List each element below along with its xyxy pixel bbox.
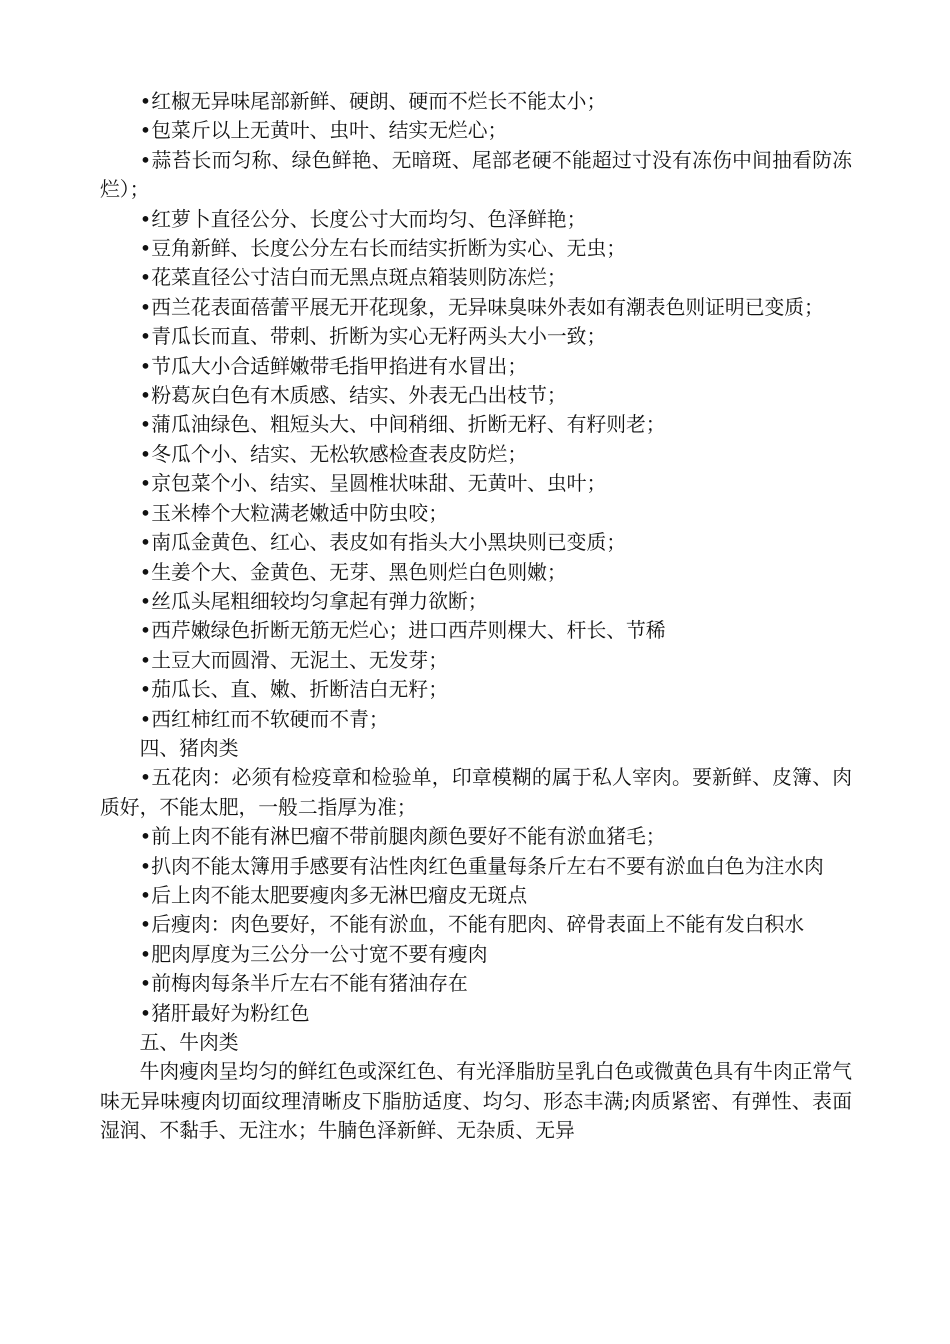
paragraph-pork-collar: •前梅肉每条半斤左右不能有猪油存在 [139,972,468,996]
paragraph-broccoli: •西兰花表面蓓蕾平展无开花现象，无异味臭味外表如有潮表色则证明已变质； [139,295,824,319]
paragraph-lean-pork: •后瘦肉：肉色要好，不能有淤血，不能有肥肉、碎骨表面上不能有发白积水 [139,913,805,937]
paragraph-cucumber: •青瓜长而直、带刺、折断为实心无籽两头大小一致； [139,325,607,349]
document-body [100,87,852,1146]
paragraph-beijing-cabbage: •京包菜个小、结实、呈圆椎状味甜、无黄叶、虫叶； [139,472,607,496]
paragraph-pork-cut: •扒肉不能太簿用手感要有沾性肉红色重量每条斤左右不要有淤血白色为注水肉 [139,854,824,878]
paragraph-celery: •西芹嫩绿色折断无筋无烂心；进口西芹则棵大、杆长、节稀 [139,619,666,643]
paragraph-eggplant: •茄瓜长、直、嫩、折断洁白无籽； [139,678,448,702]
section-heading-pork: 四、猪肉类 [139,736,239,760]
paragraph-pork-liver: •猪肝最好为粉红色 [139,1001,310,1025]
paragraph-red-pepper: •红椒无异味尾部新鲜、硬朗、硬而不烂长不能太小； [139,90,607,113]
paragraph-luffa: •丝瓜头尾粗细较均匀拿起有弹力欲断； [139,589,488,613]
paragraph-garlic-sprout: •蒜苔长而匀称、绿色鲜艳、无暗斑、尾部老硬不能超过寸没有冻伤中间抽看防冻烂）； [100,148,852,202]
paragraph-front-shoulder: •前上肉不能有淋巴瘤不带前腿肉颜色要好不能有淤血猪毛； [139,825,666,849]
paragraph-rear-shoulder: •后上肉不能太肥要瘦肉多无淋巴瘤皮无斑点 [139,883,528,907]
paragraph-beef: 牛肉瘦肉呈均匀的鲜红色或深红色、有光泽脂肪呈乳白色或微黄色具有牛肉正常气味无异味瘦肉切面纹理清晰皮下脂肪适度、均匀、形态丰满;肉质紧密、有弹性、表面湿润、不黏手、无注水；牛腩色泽新鲜、无杂质、无异 [100,1060,852,1143]
paragraph-bottle-gourd: •蒲瓜油绿色、粗短头大、中间稍细、折断无籽、有籽则老； [139,413,666,437]
paragraph-corn: •玉米棒个大粒满老嫩适中防虫咬； [139,501,448,525]
paragraph-tomato: •西红柿红而不软硬而不青； [139,707,389,731]
paragraph-green-bean: •豆角新鲜、长度公分左右长而结实折断为实心、无虫； [139,237,627,261]
paragraph-pumpkin: •南瓜金黄色、红心、表皮如有指头大小黑块则已变质； [139,531,627,555]
paragraph-pork-belly: •五花肉：必须有检疫章和检验单，印章模糊的属于私人宰肉。要新鲜、皮簿、肉质好，不能太肥，一般二指厚为准； [100,766,852,819]
paragraph-winter-melon: •冬瓜个小、结实、无松软感检查表皮防烂； [139,442,528,466]
paragraph-kudzu: •粉葛灰白色有木质感、结实、外表无凸出枝节； [139,384,567,408]
paragraph-hairy-gourd: •节瓜大小合适鲜嫩带毛指甲掐进有水冒出； [139,354,528,378]
section-heading-beef: 五、牛肉类 [139,1031,239,1054]
paragraph-ginger: •生姜个大、金黄色、无芽、黑色则烂白色则嫩； [139,560,567,584]
paragraph-carrot: •红萝卜直径公分、长度公寸大而均匀、色泽鲜艳； [139,207,587,231]
paragraph-cauliflower: •花菜直径公寸洁白而无黑点斑点箱装则防冻烂； [139,266,567,290]
paragraph-potato: •土豆大而圆滑、无泥土、无发芽； [139,648,448,672]
paragraph-fat-pork: •肥肉厚度为三公分一公寸宽不要有瘦肉 [139,942,488,966]
paragraph-cabbage: •包菜斤以上无黄叶、虫叶、结实无烂心； [139,119,508,143]
